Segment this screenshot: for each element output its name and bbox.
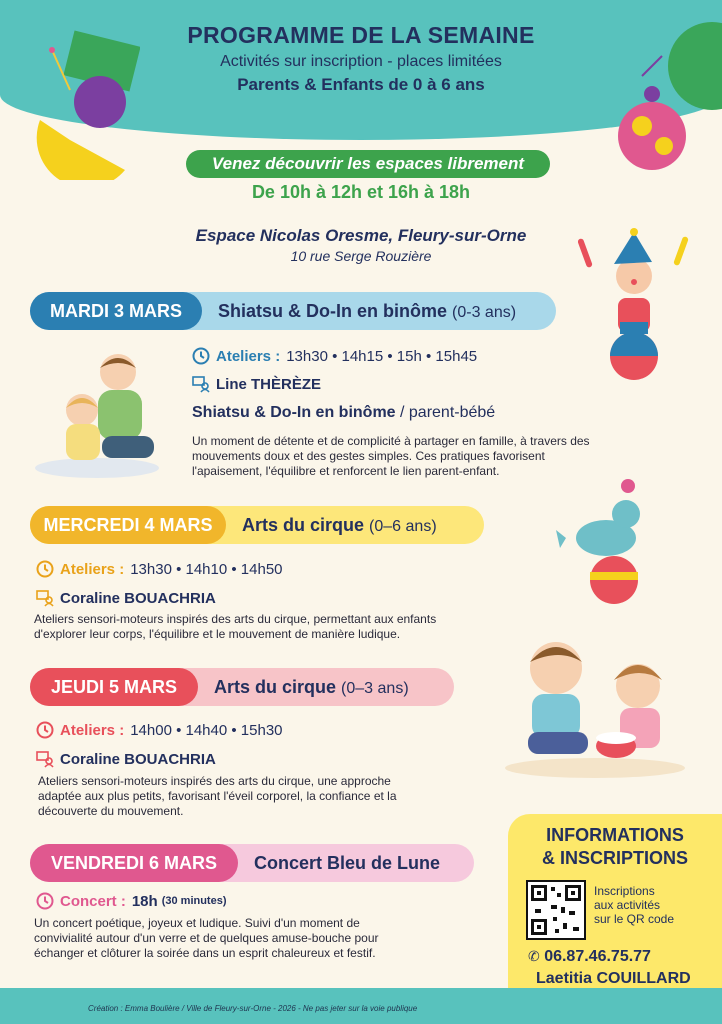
clock-icon — [36, 560, 54, 578]
clock-icon — [36, 892, 54, 910]
audience-line: Parents & Enfants de 0 à 6 ans — [237, 75, 485, 94]
day-pill: JEUDI 5 MARS — [30, 668, 198, 706]
teacher-icon — [192, 375, 210, 393]
activity-age: (0-3 ans) — [452, 303, 517, 321]
info-title-line1: INFORMATIONS — [546, 825, 684, 845]
host-row — [192, 375, 321, 393]
venue-address: 10 rue Serge Rouzière — [290, 248, 432, 264]
clock-icon — [192, 347, 210, 365]
phone-row[interactable] — [528, 948, 651, 966]
phone-icon: ✆ — [528, 948, 540, 964]
session-times: 13h30 • 14h15 • 15h • 15h45 — [286, 347, 478, 365]
activity-subtitle-rest: / parent-bébé — [395, 404, 496, 421]
sessions-label: Ateliers : — [216, 347, 281, 365]
activity-title-text: Arts du cirque — [242, 514, 365, 535]
activity-title — [218, 301, 516, 322]
qr-text-line: aux activités — [594, 898, 661, 912]
activity-title — [242, 515, 437, 536]
qr-text-line: Inscriptions — [594, 884, 655, 898]
phone-number: 06.87.46.75.77 — [544, 948, 651, 965]
opening-hours: De 10h à 12h et 16h à 18h — [251, 182, 471, 202]
activity-subtitle — [192, 404, 495, 422]
sessions-label: Ateliers : — [60, 721, 125, 739]
qr-instructions — [594, 884, 674, 926]
sessions-label: Concert : — [60, 892, 126, 910]
day-band-tuesday — [30, 292, 556, 330]
contact-name: Laetitia COUILLARD — [536, 970, 691, 987]
teacher-icon — [36, 589, 54, 607]
day-pill: VENDREDI 6 MARS — [30, 844, 238, 882]
parent-child-shiatsu-illustration — [32, 350, 162, 480]
activity-description: Un moment de détente et de complicité à partager en famille, à travers des mouvements doux et des gestes simples. Ces pratiques favorisent l'apaisement, l'équilibre et renforcent le lien parent-enfant. — [192, 434, 590, 478]
concert-duration: (30 minutes) — [161, 895, 227, 907]
discover-banner: Venez découvrir les espaces librement — [186, 150, 550, 178]
activity-title — [254, 853, 440, 874]
qr-code[interactable] — [526, 880, 586, 940]
activity-subtitle-bold: Shiatsu & Do-In en binôme — [192, 404, 396, 421]
host-name: Coraline BOUACHRIA — [60, 589, 216, 607]
activity-title-text: Arts du cirque — [214, 676, 337, 697]
activity-title — [214, 677, 409, 698]
host-name: Line THÈRÈZE — [216, 375, 322, 393]
day-pill: MERCREDI 4 MARS — [30, 506, 226, 544]
clown-juggler-illustration — [578, 226, 690, 384]
day-band-thursday — [30, 668, 454, 706]
clock-icon — [36, 721, 54, 739]
activity-description: Ateliers sensori-moteurs inspirés des arts du cirque, permettant aux enfants d'explorer leur corps, l'équilibre et le mouvement de manière ludique. — [34, 612, 437, 641]
session-times: 14h00 • 14h40 • 15h30 — [130, 721, 283, 739]
info-title-line2: & INSCRIPTIONS — [541, 848, 688, 868]
children-music-illustration — [500, 628, 690, 778]
sessions-row — [36, 721, 283, 739]
host-row — [36, 589, 216, 607]
day-band-friday — [30, 844, 474, 882]
sessions-label: Ateliers : — [60, 560, 125, 578]
credits: Création : Emma Boulière / Ville de Fleury-sur-Orne - 2026 - Ne pas jeter sur la voie publique — [88, 1004, 418, 1013]
sessions-row — [36, 560, 283, 578]
qr-code-pattern — [528, 882, 584, 938]
header — [0, 22, 722, 95]
host-row — [36, 750, 216, 768]
page-title: PROGRAMME DE LA SEMAINE — [187, 22, 535, 48]
session-times: 13h30 • 14h10 • 14h50 — [130, 560, 283, 578]
activity-description: Un concert poétique, joyeux et ludique. Suivi d'un moment de convivialité autour d'un verre et de quelques amuse-bouche pour échanger et clôturer la soirée dans un esprit chaleureux et festif. — [34, 916, 379, 960]
activity-age: (0–3 ans) — [341, 679, 409, 697]
seal-circus-illustration — [556, 476, 656, 606]
activity-age: (0–6 ans) — [369, 517, 437, 535]
day-band-wednesday — [30, 506, 484, 544]
host-name: Coraline BOUACHRIA — [60, 750, 216, 768]
sessions-row — [36, 892, 227, 910]
page-subtitle: Activités sur inscription - places limitées — [220, 53, 502, 70]
activity-title-text: Concert Bleu de Lune — [254, 852, 441, 873]
sessions-row — [192, 347, 477, 365]
day-pill: MARDI 3 MARS — [30, 292, 202, 330]
activity-title-text: Shiatsu & Do-In en binôme — [218, 300, 448, 321]
venue-name: Espace Nicolas Oresme, Fleury-sur-Orne — [195, 226, 527, 245]
activity-description: Ateliers sensori-moteurs inspirés des arts du cirque, une approche adaptée aux plus petits, favorisant l'éveil corporel, la confiance et la découverte du mouvement. — [38, 774, 397, 818]
info-title — [508, 824, 722, 870]
teacher-icon — [36, 750, 54, 768]
qr-text-line: sur le QR code — [594, 912, 675, 926]
concert-time: 18h — [131, 892, 158, 910]
